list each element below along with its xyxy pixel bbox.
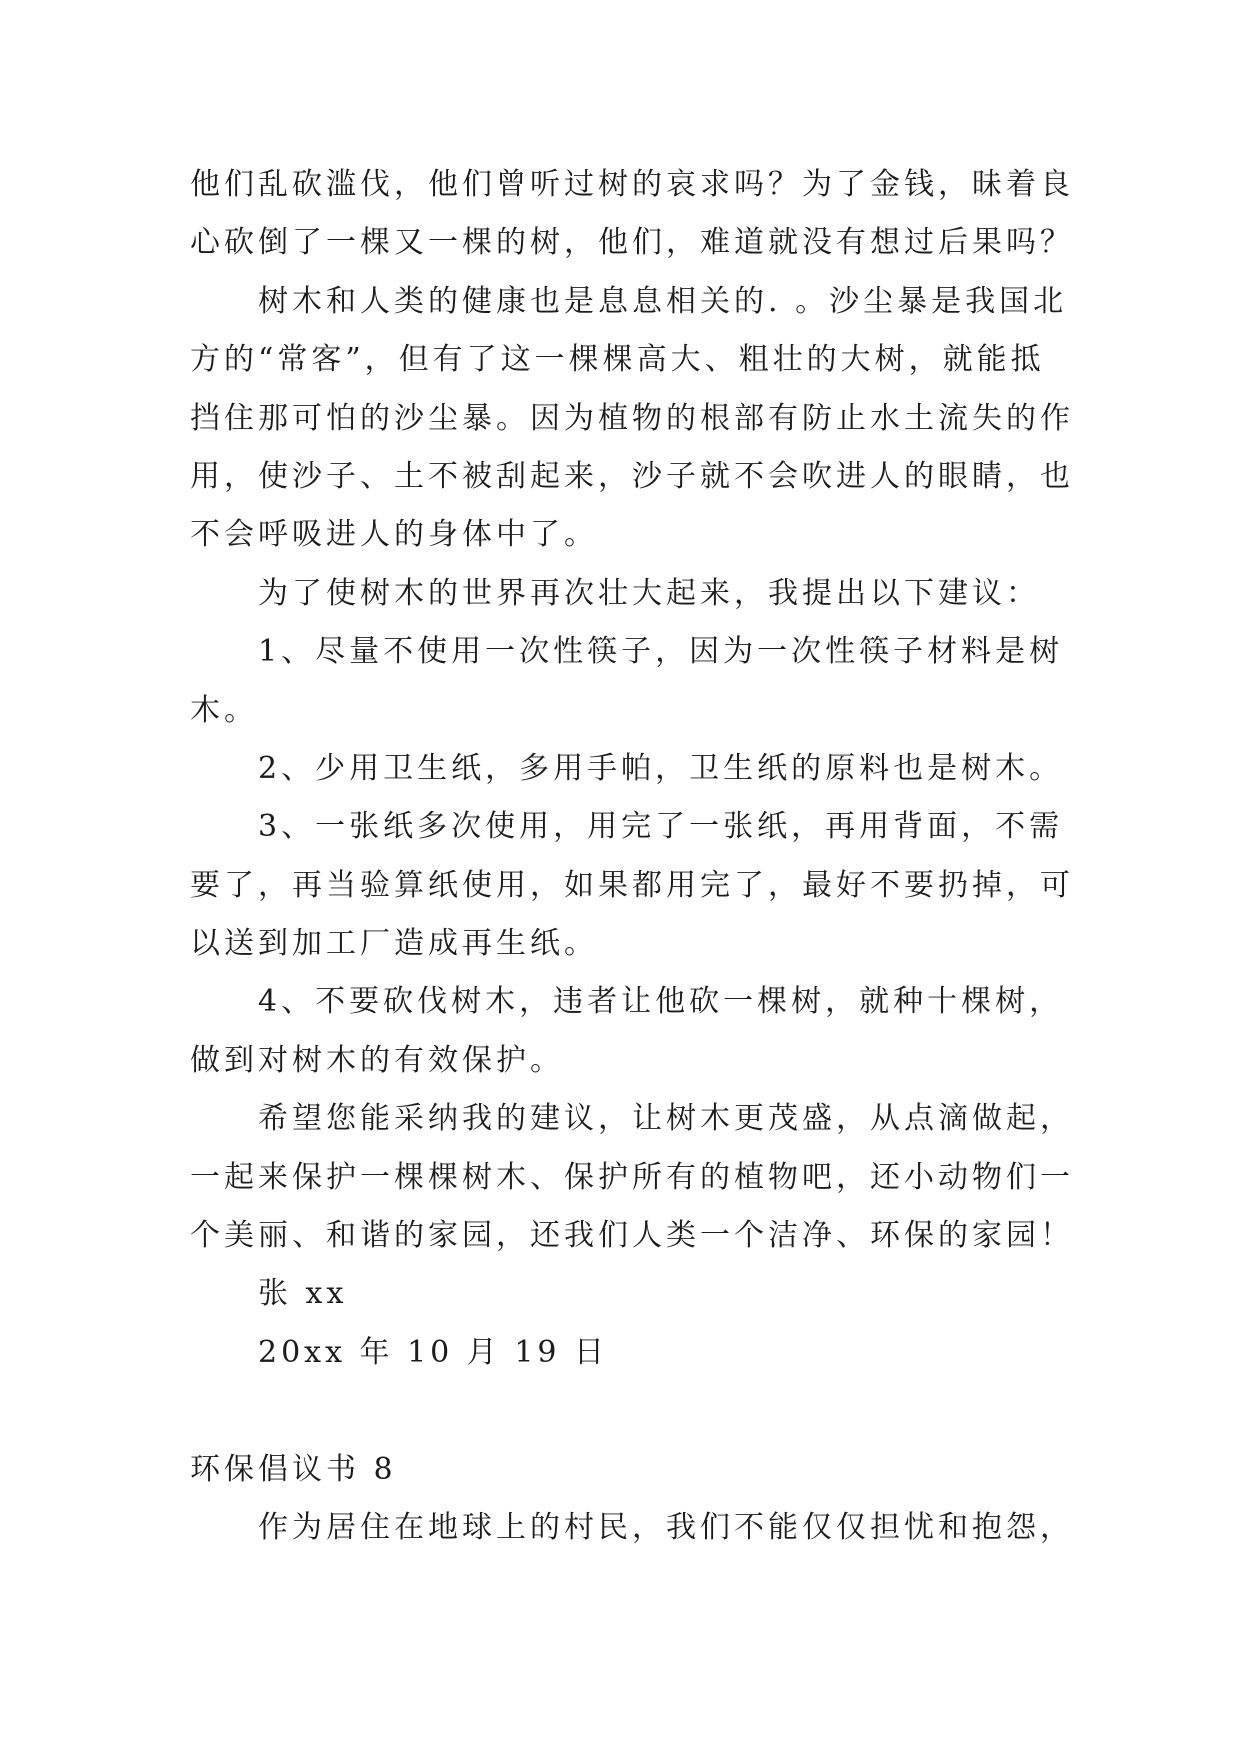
text-line: 不会呼吸进人的身体中了。 [190, 517, 598, 553]
text-line: 树木和人类的健康也是息息相关的. 。沙尘暴是我国北 [258, 283, 1068, 319]
text-line: 木。 [190, 692, 258, 728]
text-line: 以送到加工厂造成再生纸。 [190, 926, 598, 962]
suggestion-item-4 [190, 973, 1090, 1090]
text-line: 3、一张纸多次使用，用完了一张纸，再用背面，不需 [258, 809, 1064, 845]
text-line: 2、少用卫生纸，多用手帕，卫生纸的原料也是树木。 [258, 750, 1064, 786]
paragraph-health [190, 273, 1090, 565]
text-line: 作为居住在地球上的村民，我们不能仅仅担忧和抱怨， [258, 1509, 1074, 1545]
text-line: 方的“常客”，但有了这一棵棵高大、粗壮的大树，就能抵 [190, 342, 1045, 378]
document-body [190, 156, 1090, 1557]
paragraph-suggestions-intro [190, 565, 1090, 623]
text-line: 希望您能采纳我的建议，让树木更茂盛，从点滴做起， [258, 1101, 1074, 1137]
text-line: 做到对树木的有效保护。 [190, 1042, 564, 1078]
signature: 张 xx [258, 1276, 348, 1312]
suggestion-item-3 [190, 798, 1090, 973]
text-line: 心砍倒了一棵又一棵的树，他们，难道就没有想过后果吗？ [190, 225, 1074, 261]
text-line: 4、不要砍伐树木，违者让他砍一棵树，就种十棵树， [258, 984, 1064, 1020]
text-line: 用，使沙子、土不被刮起来，沙子就不会吹进人的眼睛，也 [190, 458, 1074, 494]
text-line: 他们乱砍滥伐，他们曾听过树的哀求吗？为了金钱，昧着良 [190, 167, 1074, 202]
text-line: 为了使树木的世界再次壮大起来，我提出以下建议： [258, 575, 1040, 611]
paragraph-continuation [190, 156, 1090, 273]
text-line: 个美丽、和谐的家园，还我们人类一个洁净、环保的家园！ [190, 1218, 1074, 1254]
text-line: 一起来保护一棵棵树木、保护所有的植物吧，还小动物们一 [190, 1159, 1074, 1195]
section-heading: 环保倡议书 8 [190, 1451, 397, 1487]
paragraph-next-section [190, 1499, 1090, 1557]
paragraph-closing [190, 1090, 1090, 1265]
text-line: 挡住那可怕的沙尘暴。因为植物的根部有防止水土流失的作 [190, 400, 1074, 436]
text-line: 要了，再当验算纸使用，如果都用完了，最好不要扔掉，可 [190, 867, 1074, 903]
text-line: 1、尽量不使用一次性筷子，因为一次性筷子材料是树 [258, 634, 1064, 670]
date: 20xx 年 10 月 19 日 [258, 1334, 609, 1370]
suggestion-item-2 [190, 740, 1090, 798]
suggestion-item-1 [190, 623, 1090, 740]
